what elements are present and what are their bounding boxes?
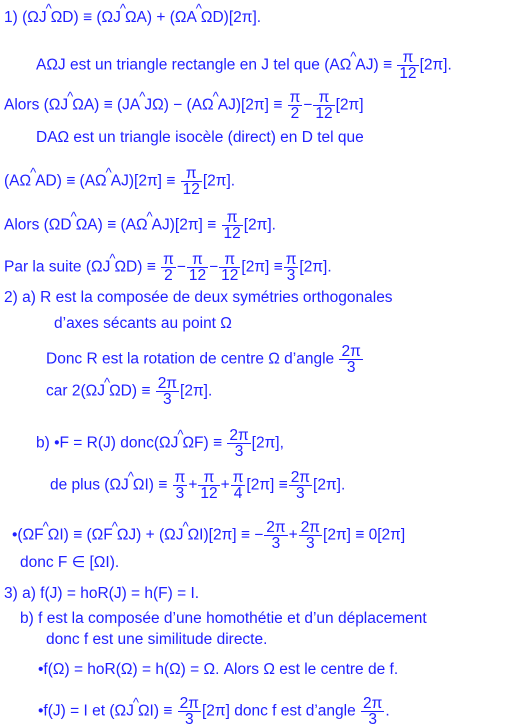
- line-11: [46, 376, 212, 407]
- angle-hat: ^: [350, 48, 357, 64]
- text: DAΩ est un triangle isocèle (direct) en D tel que: [36, 129, 364, 146]
- line-6: [4, 210, 276, 241]
- text: d’axes sécants au point Ω: [54, 315, 232, 332]
- operator: +: [188, 476, 198, 494]
- operator: +: [288, 526, 298, 544]
- numerator: π: [232, 469, 244, 486]
- math-expr: [2π] donc f est d’angle: [201, 702, 356, 720]
- numerator: π: [198, 470, 219, 486]
- math-expr: [2π].: [243, 216, 276, 234]
- fraction: [161, 252, 176, 283]
- line-9: [54, 314, 232, 334]
- math-expr: [2π].: [313, 476, 346, 494]
- text: 3) a) f(J) = hoR(J) = h(F) = I.: [4, 585, 200, 602]
- numerator: 2π: [290, 469, 311, 486]
- math-expr: •f(J) = I et (ΩJ: [38, 702, 134, 720]
- denominator: 12: [200, 485, 218, 502]
- text: donc f est une similitude directe.: [46, 631, 268, 648]
- numerator: 2π: [157, 375, 178, 392]
- line-5: [4, 166, 235, 197]
- angle-hat: ^: [109, 250, 116, 266]
- denominator: 3: [163, 391, 172, 408]
- fraction: [187, 252, 208, 283]
- denominator: 3: [175, 485, 185, 502]
- math-expr: b) •F = R(J) donc(ΩJ: [36, 434, 179, 452]
- math-expr: [2π].: [419, 56, 452, 74]
- fraction: [339, 344, 362, 375]
- math-expr: [2π] ≡ 0[2π]: [323, 526, 406, 544]
- math-expr: (ΩD: [43, 216, 72, 234]
- denominator: 3: [271, 535, 281, 552]
- fraction: [222, 210, 243, 241]
- angle-hat: ^: [42, 518, 49, 534]
- fraction: [288, 90, 303, 121]
- denominator: 12: [223, 225, 241, 242]
- math-expr: ΩD)[2π].: [200, 9, 262, 26]
- denominator: 12: [182, 181, 200, 198]
- denominator: 3: [234, 443, 244, 460]
- numerator: π: [285, 251, 297, 268]
- line-18: [46, 630, 267, 650]
- numerator: π: [222, 210, 243, 226]
- numerator: 2π: [266, 519, 286, 536]
- math-expr: .: [385, 702, 390, 720]
- fraction: [231, 470, 246, 501]
- angle-hat: ^: [119, 1, 126, 16]
- denominator: 12: [399, 65, 417, 82]
- line-13: [50, 470, 345, 501]
- line-1: [4, 1, 262, 28]
- line-7: [4, 252, 332, 283]
- angle-hat: ^: [146, 208, 153, 224]
- math-expr: [2π].: [202, 172, 236, 190]
- fraction: [156, 376, 179, 407]
- numerator: π: [397, 50, 418, 66]
- math-expr: ΩF) ≡: [182, 434, 223, 452]
- denominator: 12: [315, 105, 333, 122]
- fraction: [178, 696, 201, 727]
- line-12: [36, 428, 284, 459]
- fraction: [397, 50, 418, 81]
- fraction: [173, 470, 188, 501]
- fraction: [313, 90, 334, 121]
- math-expr: ΩA) + (ΩA: [124, 9, 197, 26]
- math-expr: ΩD) ≡ (ΩJ: [50, 9, 121, 26]
- angle-hat: ^: [132, 694, 139, 710]
- text: donc F ∈ [ΩI).: [20, 554, 120, 571]
- denominator: 3: [306, 535, 315, 552]
- numerator: π: [313, 90, 334, 106]
- math-expr: AJ)[2π] ≡: [110, 172, 176, 190]
- text: AΩJ est un triangle rectangle en J tel que: [36, 56, 320, 74]
- angle-hat: ^: [45, 1, 52, 16]
- line-14: [12, 520, 405, 551]
- denominator: 12: [188, 267, 207, 284]
- fraction: [181, 166, 202, 197]
- math-expr: (AΩ: [4, 172, 32, 190]
- angle-hat: ^: [212, 88, 219, 104]
- text: Donc R est la rotation de centre Ω d’angle: [46, 350, 335, 368]
- operator: −: [209, 258, 219, 276]
- angle-hat: ^: [67, 88, 74, 104]
- operator: −: [176, 258, 186, 276]
- denominator: 3: [286, 267, 296, 284]
- denominator: 4: [233, 485, 243, 502]
- angle-hat: ^: [139, 88, 146, 104]
- numerator: π: [174, 469, 186, 486]
- denominator: 3: [346, 359, 356, 376]
- text: Alors: [4, 96, 40, 114]
- math-expr: ΩA) ≡ (AΩ: [75, 216, 148, 234]
- operator: −: [303, 96, 313, 114]
- denominator: 2: [164, 267, 173, 284]
- angle-hat: ^: [195, 1, 202, 16]
- numerator: 2π: [300, 519, 321, 536]
- math-expr: [2π] ≡: [241, 258, 283, 276]
- text: b) f est la composée d’une homothétie et d’un déplacement: [20, 610, 427, 627]
- text: •f(Ω) = hoR(Ω) = h(Ω) = Ω. Alors Ω est le centre de f.: [38, 661, 399, 678]
- fraction: [198, 470, 219, 501]
- line-10: [46, 344, 364, 375]
- denominator: 3: [296, 485, 305, 502]
- line-17: [20, 609, 427, 629]
- fraction: [284, 252, 299, 283]
- angle-hat: ^: [103, 374, 111, 390]
- math-expr: (AΩ: [324, 56, 352, 74]
- fraction: [227, 428, 250, 459]
- fraction: [264, 520, 287, 551]
- numerator: π: [187, 252, 208, 268]
- text: 2) a) R est la composée de deux symétries orthogonales: [4, 289, 393, 306]
- text: Par la suite: [4, 258, 82, 276]
- item-number: 1): [4, 9, 18, 26]
- text: Alors: [4, 216, 40, 234]
- numerator: 2π: [179, 695, 199, 712]
- math-expr: [2π].: [299, 258, 332, 276]
- numerator: 2π: [363, 695, 383, 712]
- angle-hat: ^: [111, 518, 118, 534]
- angle-hat: ^: [70, 208, 77, 224]
- math-expr: [2π]: [335, 96, 364, 114]
- line-2: [36, 50, 452, 81]
- numerator: π: [219, 252, 240, 268]
- angle-hat: ^: [177, 426, 184, 442]
- math-expr: AJ)[2π] ≡: [151, 216, 217, 234]
- fraction: [289, 470, 312, 501]
- math-expr: •(ΩF: [12, 526, 44, 544]
- math-expr: ΩD) ≡: [109, 382, 151, 400]
- line-8: [4, 288, 393, 308]
- math-expr: [2π] ≡: [246, 476, 288, 494]
- math-expr: AJ)[2π] ≡: [217, 96, 283, 114]
- numerator: π: [163, 251, 174, 268]
- math-expr: ΩI) ≡: [137, 702, 173, 720]
- denominator: 2: [290, 105, 300, 122]
- math-expr: ΩD) ≡: [114, 258, 156, 276]
- math-expr: ΩA) ≡ (JA: [72, 96, 141, 114]
- numerator: 2π: [229, 427, 249, 444]
- math-expr: [2π].: [180, 382, 213, 400]
- math-expr: ΩJ) + (ΩJ: [116, 526, 184, 544]
- operator: +: [220, 476, 230, 494]
- math-expr: ΩI) ≡ (ΩF: [47, 526, 113, 544]
- math-expr: de plus (ΩJ: [50, 476, 129, 494]
- math-expr: AD) ≡ (AΩ: [35, 172, 107, 190]
- denominator: 3: [368, 711, 378, 728]
- line-19: [38, 660, 398, 680]
- math-expr: (ΩJ: [22, 9, 47, 26]
- line-4: [36, 128, 364, 148]
- denominator: 3: [185, 711, 194, 728]
- line-16: [4, 584, 199, 604]
- math-expr: JΩ) − (AΩ: [144, 96, 214, 114]
- numerator: π: [181, 166, 202, 182]
- math-expr: (ΩJ: [43, 96, 69, 114]
- angle-hat: ^: [127, 468, 134, 484]
- math-expr: [2π],: [251, 434, 284, 452]
- angle-hat: ^: [30, 164, 37, 180]
- fraction: [219, 252, 240, 283]
- line-15: [20, 553, 119, 573]
- math-expr: car 2(ΩJ: [46, 382, 105, 400]
- angle-hat: ^: [182, 518, 189, 534]
- numerator: π: [289, 89, 301, 106]
- line-3: [4, 90, 364, 121]
- math-expr: (ΩJ: [85, 258, 111, 276]
- math-expr: AJ) ≡: [355, 56, 392, 74]
- denominator: 12: [221, 267, 239, 284]
- line-20: [38, 696, 390, 727]
- numerator: 2π: [341, 343, 361, 360]
- math-expr: ΩI) ≡: [132, 476, 168, 494]
- math-expr: ΩI)[2π] ≡ −: [187, 526, 264, 544]
- fraction: [361, 696, 384, 727]
- fraction: [299, 520, 322, 551]
- angle-hat: ^: [105, 164, 112, 180]
